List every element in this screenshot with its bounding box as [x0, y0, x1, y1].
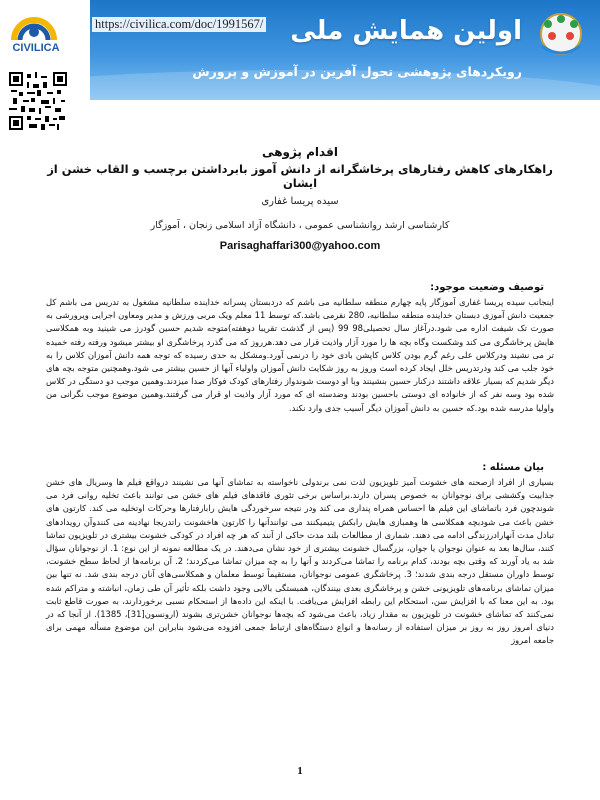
article-type: اقدام پژوهی	[262, 145, 338, 159]
conference-banner	[0, 0, 600, 100]
section-body-problem-statement: بسیاری از افراد ازصحنه های خشونت آمیز تلویزیون لذت نمی برندولی ناخواسته به تماشای آنها می نشینند درواقع فیلم ها وسریال های خشن جذابیت وکششی برای نوجوانان به خصوص پسران دارند.براساس برخی تئوری فاقدهای فیلم های خشن می توانند باعث تخلیه روانی فرد می شوندچون فرد باتماشای این فیلم ها احساس همراه پنداری می کند ودر نتیجه سرخوردگی هایش رابارفتارها وحرکات اوتخلیه می کند. کارتون های خشن باعث می شودبچه همکلاسی ها وهمبازی هایش رابکش یتیمیکنند می توانندآنها را کارتون هاخشونت راتدریجا نهادینه می کنندوآن رویدادهای تبادل مدت آنهارادرزندگی ادامه می دهند. شماری از مطالعات بلند مدت حاکی از آنند که هر چه افراد در کودکی خشونت بیشتری در تلویزیون تماشا کنند، سال‌ها بعد به عنوان نوجوان یا جوان، بزرگسال خشونت بیشتری از خود نشان می‌دهند. در یک مطالعه نمونه از این نوع: 1. از نوجوانان سؤال شد به یاد آورند که وقتی بچه بودند، کدام برنامه را تماشا می‌کردند و آنها را به چه میزان تماشا می‌کردند؛ 2. آن برنامه‌ها از لحاظ سطح خشونت، توسط داوران مستقل درجه بندی شدند؛ 3. پرخاشگری عمومی نوجوانان، مستقیماً توسط معلمان و همکلاسی‌های آنان درجه بندی شد. نه تنها بین میزان تماشای برنامه‌های تلویزیونی خشن و پرخاشگری بعدی بینندگان، همبستگی بالایی وجود داشت بلکه تأثیر آن طی زمان، انباشته و متراکم شده بود. به این معنا که با افزایش سن، استحکام این رابطه افزایش می‌یافت. با اینکه این داده‌ها از استحکام نسبی برخوردارند، به صورت قاطع ثابت نمی‌کنند که تماشای خشونت در تلویزیون به مقدار زیاد، باعث می‌شود که بچه‌ها نوجوانان خشن‌تری بشوند (ارونسون[31]، 1385). از آنجا که در دنیای امروز روز به روز بر میزان استفاده از رسانه‌ها و انواع دستگاه‌های ارتباط جمعی افزوده می‌شود بنابراین این موضوع مسأله مهمی برای جامعه امروز	[46, 477, 554, 646]
conference-emblem-icon	[530, 10, 592, 66]
conference-title: اولین همایش ملی	[290, 16, 522, 46]
document-url[interactable]: https://civilica.com/doc/1991567/	[92, 17, 266, 32]
section-heading-problem-statement: بیان مسئله :	[482, 462, 544, 473]
section-body-current-situation: اینجانب سیده پریسا غفاری آموزگار پایه چهارم منطقه سلطانیه می باشم که دردبستان پسرانه خداینده سلطانیه مشغول به تدریس می باشم کل جمعیت دانش آموزی دبستان خداینده منطقه سلطانیه، 280 نفرمی باشد.که توسط 11 معلم ویک مربی ورزش و مدیر ومعاون اجرایی ویرورشی به صورت تک شیفت اداره می شود.درآغاز سال تحصیلی98 99 (پس از گذشت تقریبا دوهفته)متوجه شدیم حسین گودرز می شینید وبه همکلاسی هایش پرخاشگری می کند وشکست وگاه بچه ها را مورد آزار واذیت قرار می دهد.هرروز که می گذرد پرخاشگری او بیشتر میشود ورفته رفته خمیده تر می نشیند ودرکلاس علی رغم گرم بودن کلاس کاپشن بادی خود را درنمی آورد.ومشکل به حدی رسیده که توجه همه دانش آموزان کلاس را به خود جلب می کند ودرتدریس خلل ایجاد کرده است وروز به روز شکایت دانش آموزان واولیاء آنها از حسین بیشتر می شود.وهمچنین متوجه بچه های دیگر شدیم که بسیار علاقه داشتند درکنار حسین بنشینند وبا او دوست شوندواز رفتارهای کودک فوکار صدا میزدند.وهمین موجب دو دستگی در کلاس شده بود وسه نفر که از خانواده ای دوستی باحسین بودند وضدسته ای که مورد آزار واذیت او قرار می گرفتند.وهمین موضوع موجب نگرانی من واولیا مدرسه شده بود.که حسین به دانش آموزان دیگر آسیب جدی وارد نکند.	[46, 297, 554, 413]
author-affiliation: کارشناسی ارشد روانشناسی عمومی ، دانشگاه آزاد اسلامی زنجان ، آموزگار	[150, 220, 450, 231]
page-number: 1	[297, 765, 303, 777]
author-name: سیده پریسا غفاری	[261, 196, 339, 207]
civilica-logo-text: CIVILICA	[12, 42, 60, 54]
qr-code-icon	[9, 72, 67, 130]
author-email[interactable]: Parisaghaffari300@yahoo.com	[219, 240, 381, 252]
article-title: راهکارهای کاهش رفتارهای پرخاشگرانه از دانش آموز بابرداشتن برچسب و القاب خشن از ایشان	[47, 162, 553, 190]
section-heading-current-situation: توصیف وضعیت موجود:	[430, 282, 544, 293]
conference-subtitle: رویکردهای پژوهشی تحول آفرین در آموزش و پرورش	[192, 64, 522, 79]
